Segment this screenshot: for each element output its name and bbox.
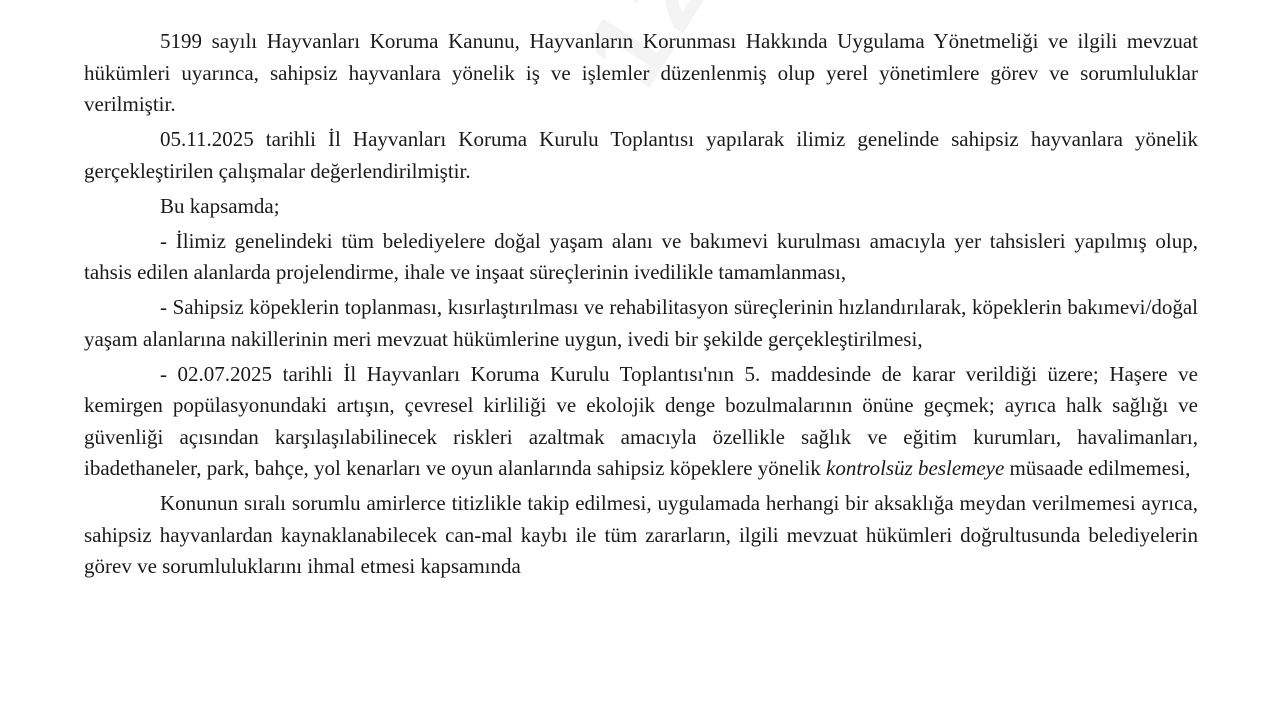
feeding-ban-text-start: - 02.07.2025 tarihli İl Hayvanları Koruma Kurulu Toplantısı'nın 5. maddesinde de karar verildiği üzere; Haşere ve kemirgen popülasyonundaki artışın, çevresel kirliliği ve ekolojik denge bozulmalarının önüne geçmek; ayrıca halk sağlığı ve güvenliği açısından karşılaşılabilinecek riskleri azaltmak amacıyla özellikle sağlık ve eğitim kurumları, havalimanları, ibadethaneler, park, bahçe, yol kenarları ve oyun alanlarında sahipsiz köpeklere yönelik xyxy=(84,361,1198,480)
paragraph-item-land-allocation: - İlimiz genelindeki tüm belediyelere doğal yaşam alanı ve bakımevi kurulması amacıyla yer tahsisleri yapılmış olup, tahsis edilen alanlarda projelendirme, ihale ve inşaat süreçlerinin ivedilikle tamamlanması, xyxy=(84,228,1198,284)
paragraph-scope-intro: Bu kapsamda; xyxy=(160,193,280,218)
paragraph-meeting-evaluation: 05.11.2025 tarihli İl Hayvanları Koruma Kurulu Toplantısı yapılarak ilimiz genelinde sahipsiz hayvanlara yönelik gerçekleştirilen çalışmalar değerlendirilmiştir. xyxy=(84,127,1198,183)
document-body xyxy=(84,26,1198,583)
feeding-ban-text-end: müsaade edilmemesi, xyxy=(1004,456,1191,480)
paragraph-follow-up: Konunun sıralı sorumlu amirlerce titizlikle takip edilmesi, uygulamada herhangi bir aksaklığa meydan verilmemesi ayrıca, sahipsiz hayvanlardan kaynaklanabilecek can-mal kaybı ile tüm zararların, ilgili mevzuat hükümleri doğrultusunda belediyelerin görev ve sorumluluklarını ihmal etmesi kapsamında xyxy=(84,491,1198,578)
paragraph-item-dog-collection: - Sahipsiz köpeklerin toplanması, kısırlaştırılması ve rehabilitasyon süreçlerinin hızlandırılarak, köpeklerin bakımevi/doğal yaşam alanlarına nakillerinin meri mevzuat hükümlerine uygun, ivedi bir şekilde gerçekleştirilmesi, xyxy=(84,295,1198,351)
paragraph-legal-basis: 5199 sayılı Hayvanları Koruma Kanunu, Hayvanların Korunması Hakkında Uygulama Yönetmeliği ve ilgili mevzuat hükümleri uyarınca, sahipsiz hayvanlara yönelik iş ve işlemler düzenlenmiş olup yerel yönetimlere görev ve sorumluluklar verilmiştir. xyxy=(84,29,1198,116)
paragraph-item-feeding-ban xyxy=(84,359,1198,485)
feeding-ban-italic-phrase: kontrolsüz beslemeye xyxy=(826,456,1005,480)
